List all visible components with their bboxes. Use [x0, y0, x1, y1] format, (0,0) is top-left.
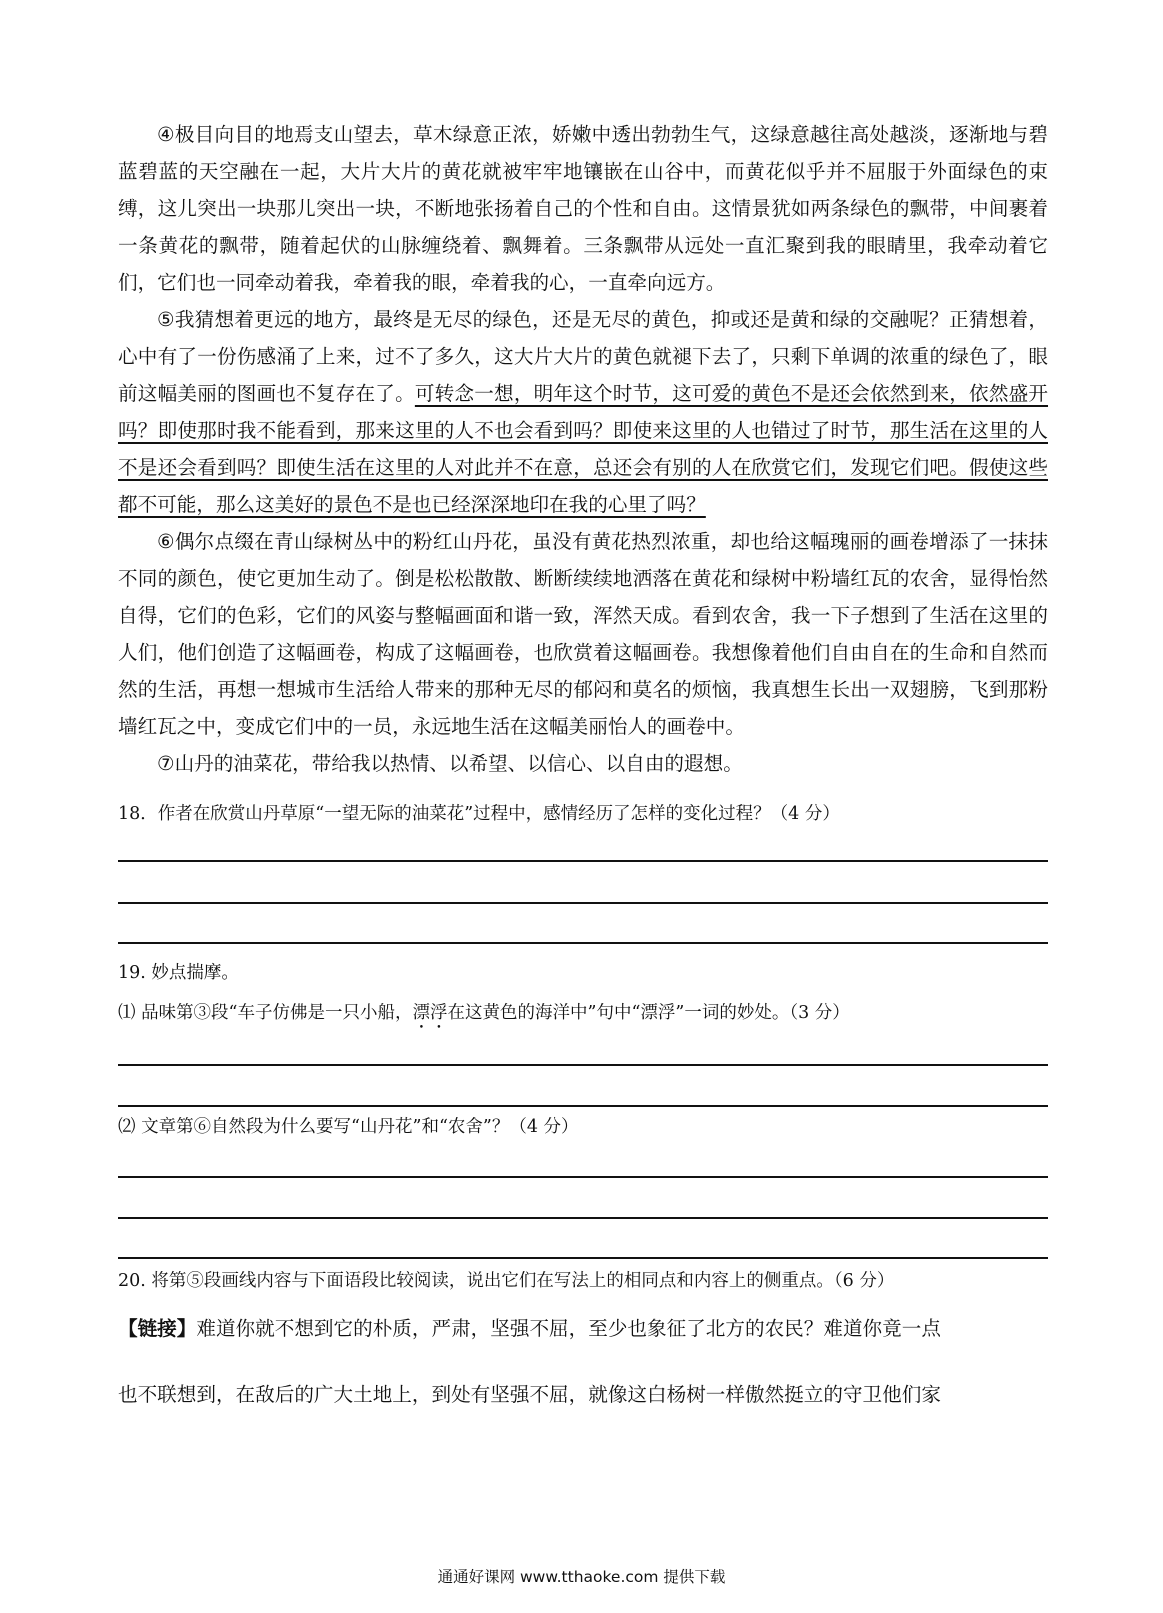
answer-line-19-2-1[interactable]	[118, 1176, 1048, 1178]
question-19-2: ⑵ 文章第⑥自然段为什么要写“山丹花”和“农舍”？（4 分）	[118, 1117, 579, 1137]
link-passage-line-2: 也不联想到，在敌后的广大土地上，到处有坚强不屈，就像这白杨树一样傲然挺立的守卫他们家	[118, 1383, 941, 1406]
answer-line-19-1-1[interactable]	[118, 1064, 1048, 1066]
paragraph-5	[118, 301, 1048, 523]
question-19-1-text-b: 在这黄色的海洋中”句中“漂浮”一词的妙处。（3 分）	[447, 1003, 850, 1023]
footer-source: 通通好课网 www.tthaoke.com 提供下载	[437, 1568, 726, 1586]
answer-line-18-3[interactable]	[118, 942, 1048, 944]
question-19: 19. 妙点揣摩。	[118, 963, 239, 983]
question-20: 20. 将第⑤段画线内容与下面语段比较阅读，说出它们在写法上的相同点和内容上的侧重点。（6 分）	[118, 1271, 895, 1291]
link-label: 【链接】	[118, 1317, 197, 1340]
answer-line-19-1-2[interactable]	[118, 1105, 1048, 1107]
answer-line-18-1[interactable]	[118, 860, 1048, 862]
answer-line-19-2-2[interactable]	[118, 1217, 1048, 1219]
paragraph-5-text: ⑤我猜想着更远的地方，最终是无尽的绿色，还是无尽的黄色，抑或还是黄和绿的交融呢？正猜想着，心中有了一份伤感涌了上来，过不了多久，这大片大片的黄色就褪下去了，只剩下单调的浓重的绿色了，眼前这幅美丽的图画也不复存在了。	[118, 308, 1048, 405]
question-18: 18．作者在欣赏山丹草原“一望无际的油菜花”过程中，感情经历了怎样的变化过程？（4 分）	[118, 804, 840, 824]
paragraph-4: ④极目向目的地焉支山望去，草木绿意正浓，娇嫩中透出勃勃生气，这绿意越往高处越淡，逐渐地与碧蓝碧蓝的天空融在一起，大片大片的黄花就被牢牢地镶嵌在山谷中，而黄花似乎并不屈服于外面绿色的束缚，这儿突出一块那儿突出一块，不断地张扬着自己的个性和自由。这情景犹如两条绿色的飘带，中间裹着一条黄花的飘带，随着起伏的山脉缠绕着、飘舞着。三条飘带从远处一直汇聚到我的眼睛里，我牵动着它们，它们也一同牵动着我，牵着我的眼，牵着我的心，一直牵向远方。	[118, 123, 1048, 294]
paragraph-6: ⑥偶尔点缀在青山绿树丛中的粉红山丹花，虽没有黄花热烈浓重，却也给这幅瑰丽的画卷增添了一抹抹不同的颜色，使它更加生动了。倒是松松散散、断断续续地洒落在黄花和绿树中粉墙红瓦的农舍，显得怡然自得，它们的色彩，它们的风姿与整幅画面和谐一致，浑然天成。看到农舍，我一下子想到了生活在这里的人们，他们创造了这幅画卷，构成了这幅画卷，也欣赏着这幅画卷。我想像着他们自由自在的生命和自然而然的生活，再想一想城市生活给人带来的那种无尽的郁闷和莫名的烦恼，我真想生长出一双翅膀，飞到那粉墙红瓦之中，变成它们中的一员，永远地生活在这幅美丽怡人的画卷中。	[118, 530, 1048, 738]
paragraph-5-underlined-text: 可转念一想，明年这个时节，这可爱的黄色不是还会依然到来，依然盛开吗？即使那时我不能看到，那来这里的人不也会看到吗？即使来这里的人也错过了时节，那生活在这里的人不是还会看到吗？即使生活在这里的人对此并不在意，总还会有别的人在欣赏它们，发现它们吧。假使这些都不可能，那么这美好的景色不是也已经深深地印在我的心里了吗？	[118, 382, 1049, 516]
link-passage-line-1	[118, 1314, 1053, 1344]
answer-line-18-2[interactable]	[118, 902, 1048, 904]
answer-line-19-2-3[interactable]	[118, 1257, 1048, 1259]
paragraph-7: ⑦山丹的油菜花，带给我以热情、以希望、以信心、以自由的遐想。	[157, 752, 743, 775]
emphasis-dotted-word: 漂浮	[412, 1003, 448, 1023]
question-19-1	[118, 1000, 1053, 1033]
question-19-1-text-a: ⑴ 品味第③段“车子仿佛是一只小船，	[118, 1003, 413, 1023]
link-line-1-text: 难道你就不想到它的朴质，严肃，坚强不屈，至少也象征了北方的农民？难道你竟一点	[196, 1317, 941, 1340]
reading-passage	[118, 116, 1048, 782]
